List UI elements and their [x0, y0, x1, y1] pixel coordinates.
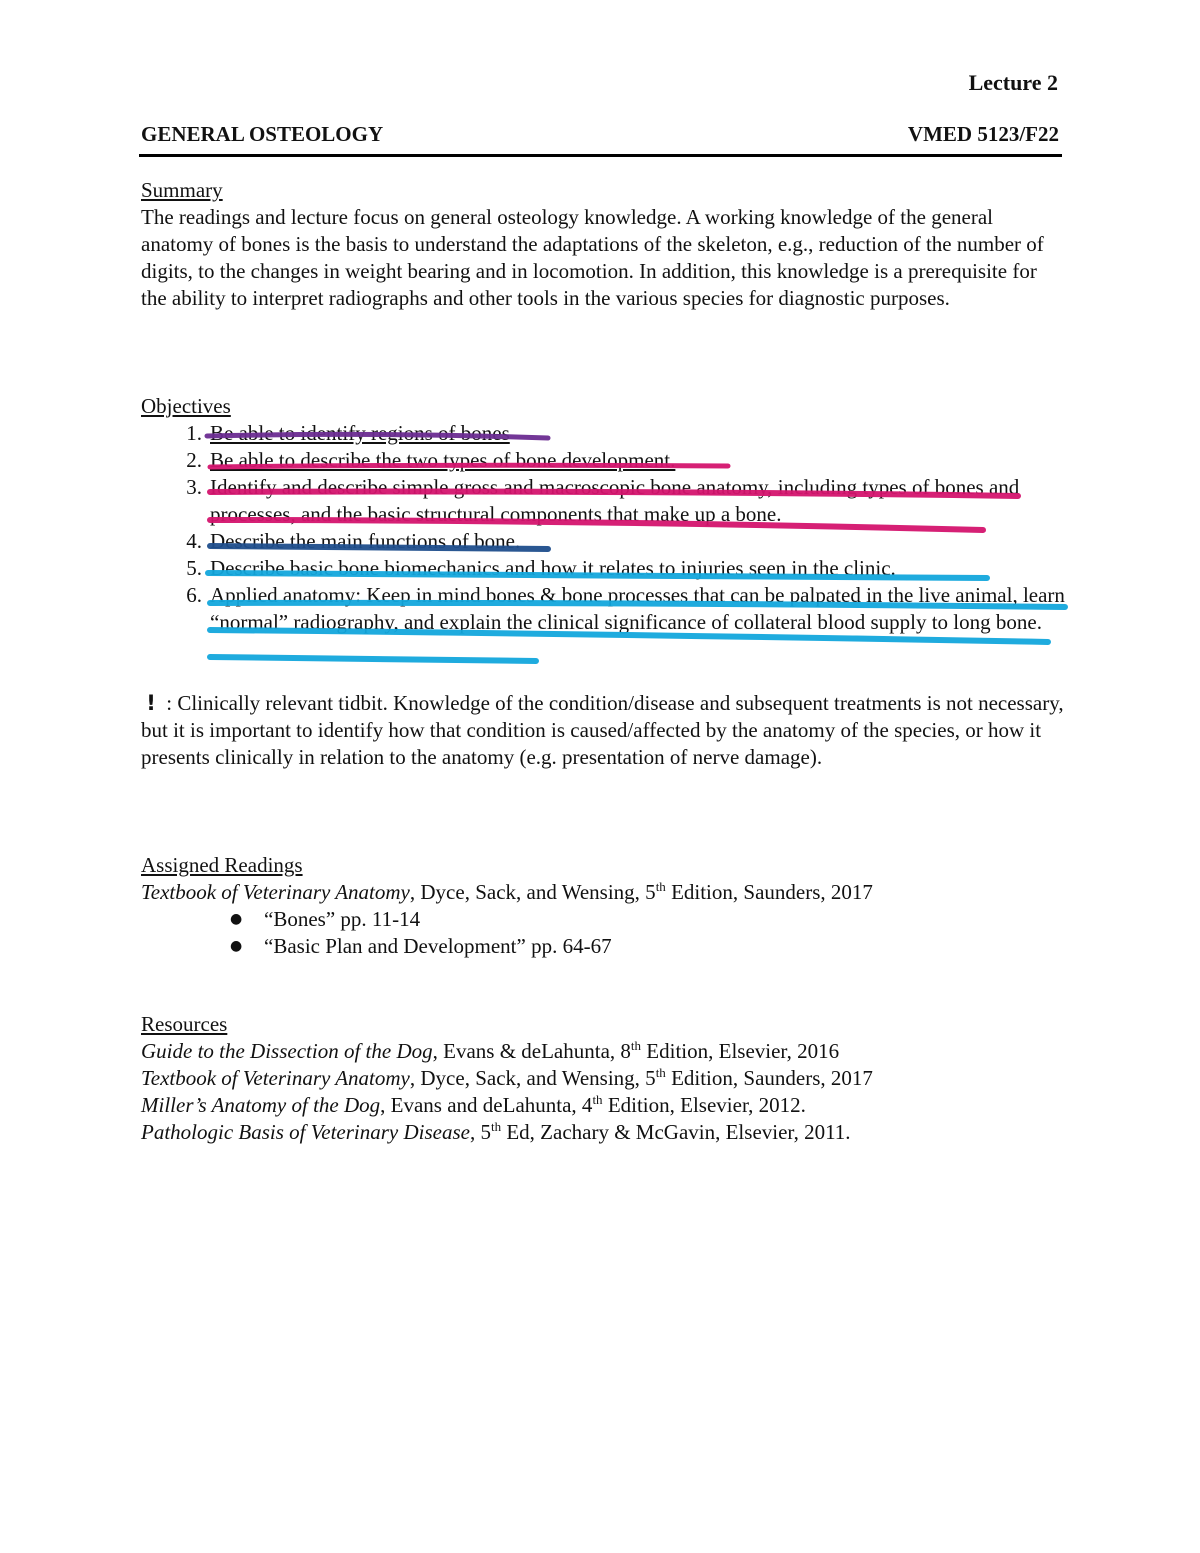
readings-heading: Assigned Readings [141, 853, 303, 877]
resource-text: Ed, Zachary & McGavin, Elsevier, 2011. [501, 1120, 851, 1144]
objectives-heading: Objectives [141, 394, 231, 418]
objective-number: 3. [186, 475, 202, 499]
highlight-stroke-cyan [210, 657, 536, 661]
resource-sup: th [655, 1065, 666, 1080]
resource-title: Miller’s Anatomy of the Dog [141, 1093, 381, 1117]
objective-text: Be able to identify regions of bones [210, 421, 510, 445]
resource-text: Edition, Elsevier, 2016 [641, 1039, 840, 1063]
objective-item [141, 447, 1066, 474]
resource-item [141, 1065, 1066, 1092]
objective-number: 5. [186, 556, 202, 580]
objective-text: Describe basic bone biomechanics and how it relates to injuries seen in the clinic. [210, 556, 896, 580]
resource-sup: th [630, 1038, 642, 1053]
resources-heading: Resources [141, 1012, 228, 1036]
summary-heading: Summary [141, 178, 223, 202]
resource-text: , Dyce, Sack, and Wensing, 5 [409, 1066, 656, 1090]
objective-item [141, 474, 1066, 528]
citation-text: , Dyce, Sack, and Wensing, 5 [409, 880, 656, 904]
resource-title: Textbook of Veterinary Anatomy [141, 1066, 410, 1090]
reading-citation [141, 879, 1066, 906]
citation-sup: th [655, 879, 666, 894]
objective-text: Be able to describe the two types of bone development. [210, 448, 676, 472]
resource-title: Pathologic Basis of Veterinary Disease [141, 1120, 470, 1144]
reading-pages-item: ● “Basic Plan and Development” pp. 64-67 [141, 933, 1066, 960]
course-code: VMED 5123/F22 [907, 122, 1059, 146]
objective-number: 6. [186, 583, 202, 607]
objective-item [141, 420, 1066, 447]
citation-text: Edition, Saunders, 2017 [665, 880, 873, 904]
objective-text: Applied anatomy: Keep in mind bones & bone processes that can be palpated in the live animal, learn “normal” radiography, and explain the clinical significance of collateral blood supply to long bone. [210, 583, 1065, 634]
resource-text: , 5 [469, 1120, 491, 1144]
objective-number: 1. [186, 421, 202, 445]
book-title: Textbook of Veterinary Anatomy [141, 880, 410, 904]
resource-text: , Evans & deLahunta, 8 [432, 1039, 631, 1063]
objective-item [141, 582, 1066, 636]
resource-item [141, 1038, 1066, 1065]
objective-item [141, 528, 1066, 555]
summary-text: The readings and lecture focus on general osteology knowledge. A working knowledge of the general anatomy of bones is the basis to understand the adaptations of the skeleton, e.g., reduction of the number of digits, to the changes in weight bearing and in locomotion. In addition, this knowledge is a prerequisite for the ability to interpret radiographs and other tools in the various species for diagnostic purposes. [141, 205, 1044, 310]
resource-item [141, 1092, 1066, 1119]
readings-section [141, 852, 1066, 960]
tidbit-note [141, 690, 1066, 771]
resource-sup: th [490, 1119, 502, 1134]
document-title: GENERAL OSTEOLOGY [141, 122, 384, 146]
objectives-list [141, 420, 1066, 636]
objectives-section [141, 393, 1066, 636]
objective-number: 4. [186, 529, 202, 553]
resource-text: Edition, Elsevier, 2012. [602, 1093, 806, 1117]
header-rule [139, 154, 1062, 157]
resource-title: Guide to the Dissection of the Dog [141, 1039, 433, 1063]
exclamation-icon: ! [146, 691, 156, 715]
objective-text: Identify and describe simple gross and macroscopic bone anatomy, including types of bones and processes, and the basic structural components that make up a bone. [210, 475, 1020, 526]
objective-text: Describe the main functions of bone. [210, 529, 521, 553]
tidbit-text: : Clinically relevant tidbit. Knowledge of the condition/disease and subsequent treatments is not necessary, but it is important to identify how that condition is caused/affected by the anatomy of the species, or how it presents clinically in relation to the anatomy (e.g. presentation of nerve damage). [141, 691, 1064, 769]
resource-item [141, 1119, 1066, 1146]
reading-pages-item: ● “Bones” pp. 11-14 [141, 906, 1066, 933]
objective-item [141, 555, 1066, 582]
objective-number: 2. [186, 448, 202, 472]
resource-sup: th [592, 1092, 603, 1107]
resource-text: Edition, Saunders, 2017 [665, 1066, 873, 1090]
resources-section [141, 1011, 1066, 1146]
resource-text: , Evans and deLahunta, 4 [380, 1093, 593, 1117]
lecture-number: Lecture 2 [968, 70, 1058, 95]
reading-pages-list [141, 906, 1066, 960]
summary-section [141, 177, 1066, 312]
